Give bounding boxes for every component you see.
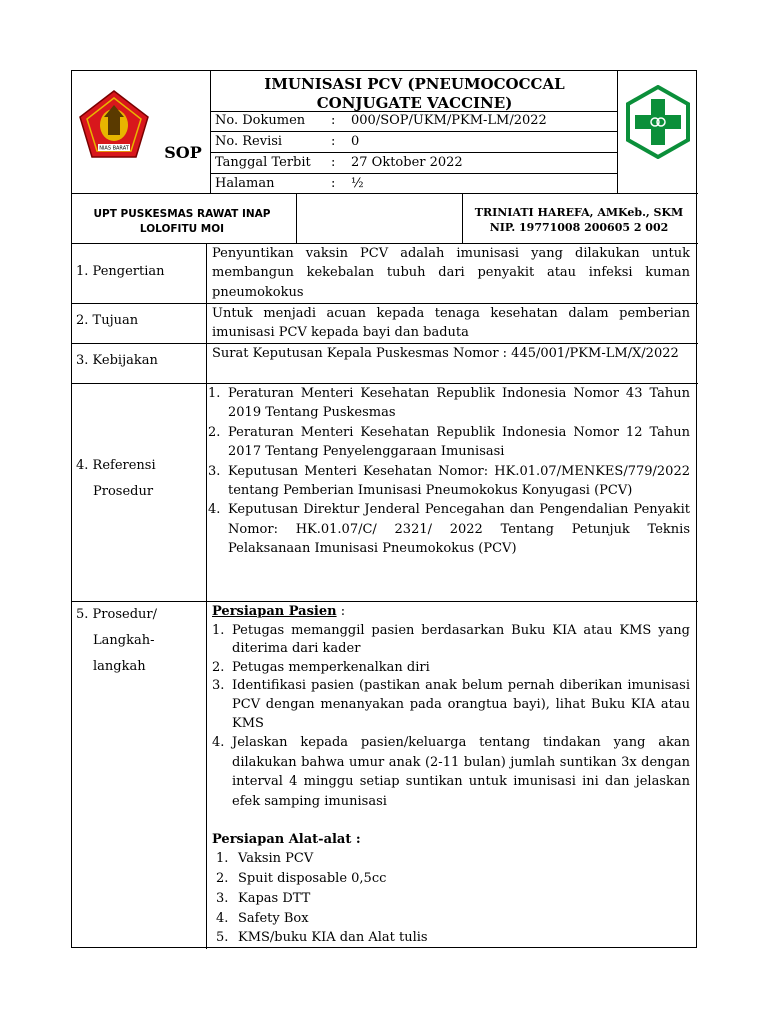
section-label-tujuan: 2. Tujuan xyxy=(76,313,139,328)
item-text: KMS/buku KIA dan Alat tulis xyxy=(238,930,428,946)
heading-colon: : xyxy=(336,604,346,619)
item-number: 1. xyxy=(208,386,221,401)
document-title: IMUNISASI PCV (PNEUMOCOCCAL CONJUGATE VACCINE) xyxy=(264,75,565,112)
item-text: Petugas memperkenalkan diri xyxy=(232,659,430,675)
meta-label: Halaman xyxy=(215,176,275,191)
item-text: Jelaskan kepada pasien/keluarga tentang tindakan yang akan dilakukan bahwa umur anak (2-11 bulan) jumlah suntikan 3x dengan interval 4 minggu setiap suntikan untuk imunisasi ini dan jelaskan efek samping imunisasi xyxy=(232,735,690,809)
meta-sep: : xyxy=(331,176,336,191)
label-line: 5. Prosedur/ xyxy=(76,607,157,622)
signer-name: TRINIATI HAREFA, AMKeb., SKM xyxy=(474,206,684,219)
meta-row xyxy=(211,111,617,132)
meta-sep: : xyxy=(331,155,336,170)
meta-table xyxy=(211,111,617,194)
item-text: Kapas DTT xyxy=(238,890,311,906)
item-number: 3. xyxy=(212,678,225,694)
list-item xyxy=(208,500,690,558)
item-number: 4. xyxy=(216,910,229,926)
item-text: Keputusan Menteri Kesehatan Nomor: HK.01.07/MENKES/779/2022 tentang Pemberian Imunisasi Pneumokokus Konyugasi (PCV) xyxy=(228,463,690,499)
sop-label: SOP xyxy=(164,143,202,162)
item-number: 5. xyxy=(216,930,229,946)
item-number: 1. xyxy=(216,851,229,867)
puskesmas-cross-icon xyxy=(625,85,691,159)
list-item xyxy=(216,869,690,889)
item-text: Peraturan Menteri Kesehatan Republik Indonesia Nomor 43 Tahun 2019 Tentang Puskesmas xyxy=(228,386,690,421)
item-text: Safety Box xyxy=(238,910,309,926)
meta-value: 000/SOP/UKM/PKM-LM/2022 xyxy=(351,113,547,128)
signer-block xyxy=(462,205,696,235)
item-number: 2. xyxy=(212,659,225,675)
meta-value: 27 Oktober 2022 xyxy=(351,155,463,170)
unit-name: UPT PUSKESMAS RAWAT INAP LOLOFITU MOI xyxy=(93,208,271,235)
sop-document xyxy=(71,70,697,948)
meta-label: Tanggal Terbit xyxy=(215,155,311,170)
item-number: 4. xyxy=(212,735,225,751)
list-item xyxy=(208,384,690,423)
item-text: Spuit disposable 0,5cc xyxy=(238,870,387,886)
divider xyxy=(206,243,207,949)
section-label-prosedur xyxy=(76,602,210,680)
section-text-kebijakan: Surat Keputusan Kepala Puskesmas Nomor : 445/001/PKM-LM/X/2022 xyxy=(212,346,679,361)
item-number: 3. xyxy=(208,463,221,479)
item-number: 3. xyxy=(216,890,229,906)
section-label-pengertian: 1. Pengertian xyxy=(76,264,165,279)
item-number: 1. xyxy=(212,622,225,638)
meta-label: No. Dokumen xyxy=(215,113,306,128)
divider xyxy=(617,71,618,193)
item-number: 4. xyxy=(208,502,221,518)
item-text: Petugas memanggil pasien berdasarkan Buku KIA atau KMS yang diterima dari kader xyxy=(232,622,690,657)
equipment-list xyxy=(212,849,690,948)
reference-list xyxy=(208,384,690,559)
item-number: 2. xyxy=(208,424,221,440)
meta-value: 0 xyxy=(351,134,360,149)
regency-emblem-icon xyxy=(78,89,150,161)
label-line: 4. Referensi xyxy=(76,458,156,473)
list-item xyxy=(216,849,690,869)
label-line: Prosedur xyxy=(93,484,154,499)
section-text-tujuan: Untuk menjadi acuan kepada tenaga kesehatan dalam pemberian imunisasi PCV kepada bayi dan baduta xyxy=(212,306,690,341)
list-item xyxy=(216,909,690,929)
meta-value: ½ xyxy=(351,176,364,191)
item-text: Identifikasi pasien (pastikan anak belum pernah diberikan imunisasi PCV dengan menanyakan pada orangtua bayi), lihat Buku KIA atau KMS xyxy=(232,678,690,731)
section-text-pengertian: Penyuntikan vaksin PCV adalah imunisasi yang dilakukan untuk membangun kekebalan tubuh dari penyakit atau infeksi kuman pneumokokus xyxy=(212,246,690,300)
item-text: Peraturan Menteri Kesehatan Republik Indonesia Nomor 12 Tahun 2017 Tentang Penyelenggaraan Imunisasi xyxy=(228,424,690,460)
meta-row xyxy=(211,153,617,174)
list-item xyxy=(216,928,690,948)
procedure-steps xyxy=(212,603,690,948)
section-label-referensi xyxy=(76,453,210,505)
item-text: Keputusan Direktur Jenderal Pencegahan dan Pengendalian Penyakit Nomor: HK.01.07/C/ 2321/ 2022 Tentang Petunjuk Teknis Pelaksanaan Imunisasi Pneumokokus (PCV) xyxy=(228,502,690,557)
label-line: langkah xyxy=(93,659,146,674)
list-item xyxy=(208,423,690,462)
meta-sep: : xyxy=(331,134,336,149)
list-item xyxy=(208,462,690,501)
meta-sep: : xyxy=(331,113,336,128)
label-line: Langkah- xyxy=(93,633,155,648)
meta-label: No. Revisi xyxy=(215,134,283,149)
item-text: Vaksin PCV xyxy=(238,851,314,867)
list-item xyxy=(212,622,690,659)
divider xyxy=(296,193,297,243)
meta-row xyxy=(211,174,617,194)
signer-nip: NIP. 19771008 200605 2 002 xyxy=(489,221,669,234)
section-label-kebijakan: 3. Kebijakan xyxy=(76,353,158,368)
subsection-heading xyxy=(212,603,690,622)
list-item xyxy=(212,659,690,678)
subsection-heading: Persiapan Alat-alat : xyxy=(212,831,361,847)
list-item xyxy=(212,733,690,811)
meta-row xyxy=(211,132,617,153)
item-number: 2. xyxy=(216,870,229,886)
heading-text: Persiapan Pasien xyxy=(212,604,337,619)
list-item xyxy=(212,677,690,733)
svg-text:NIAS BARAT: NIAS BARAT xyxy=(99,145,129,152)
list-item xyxy=(216,889,690,909)
